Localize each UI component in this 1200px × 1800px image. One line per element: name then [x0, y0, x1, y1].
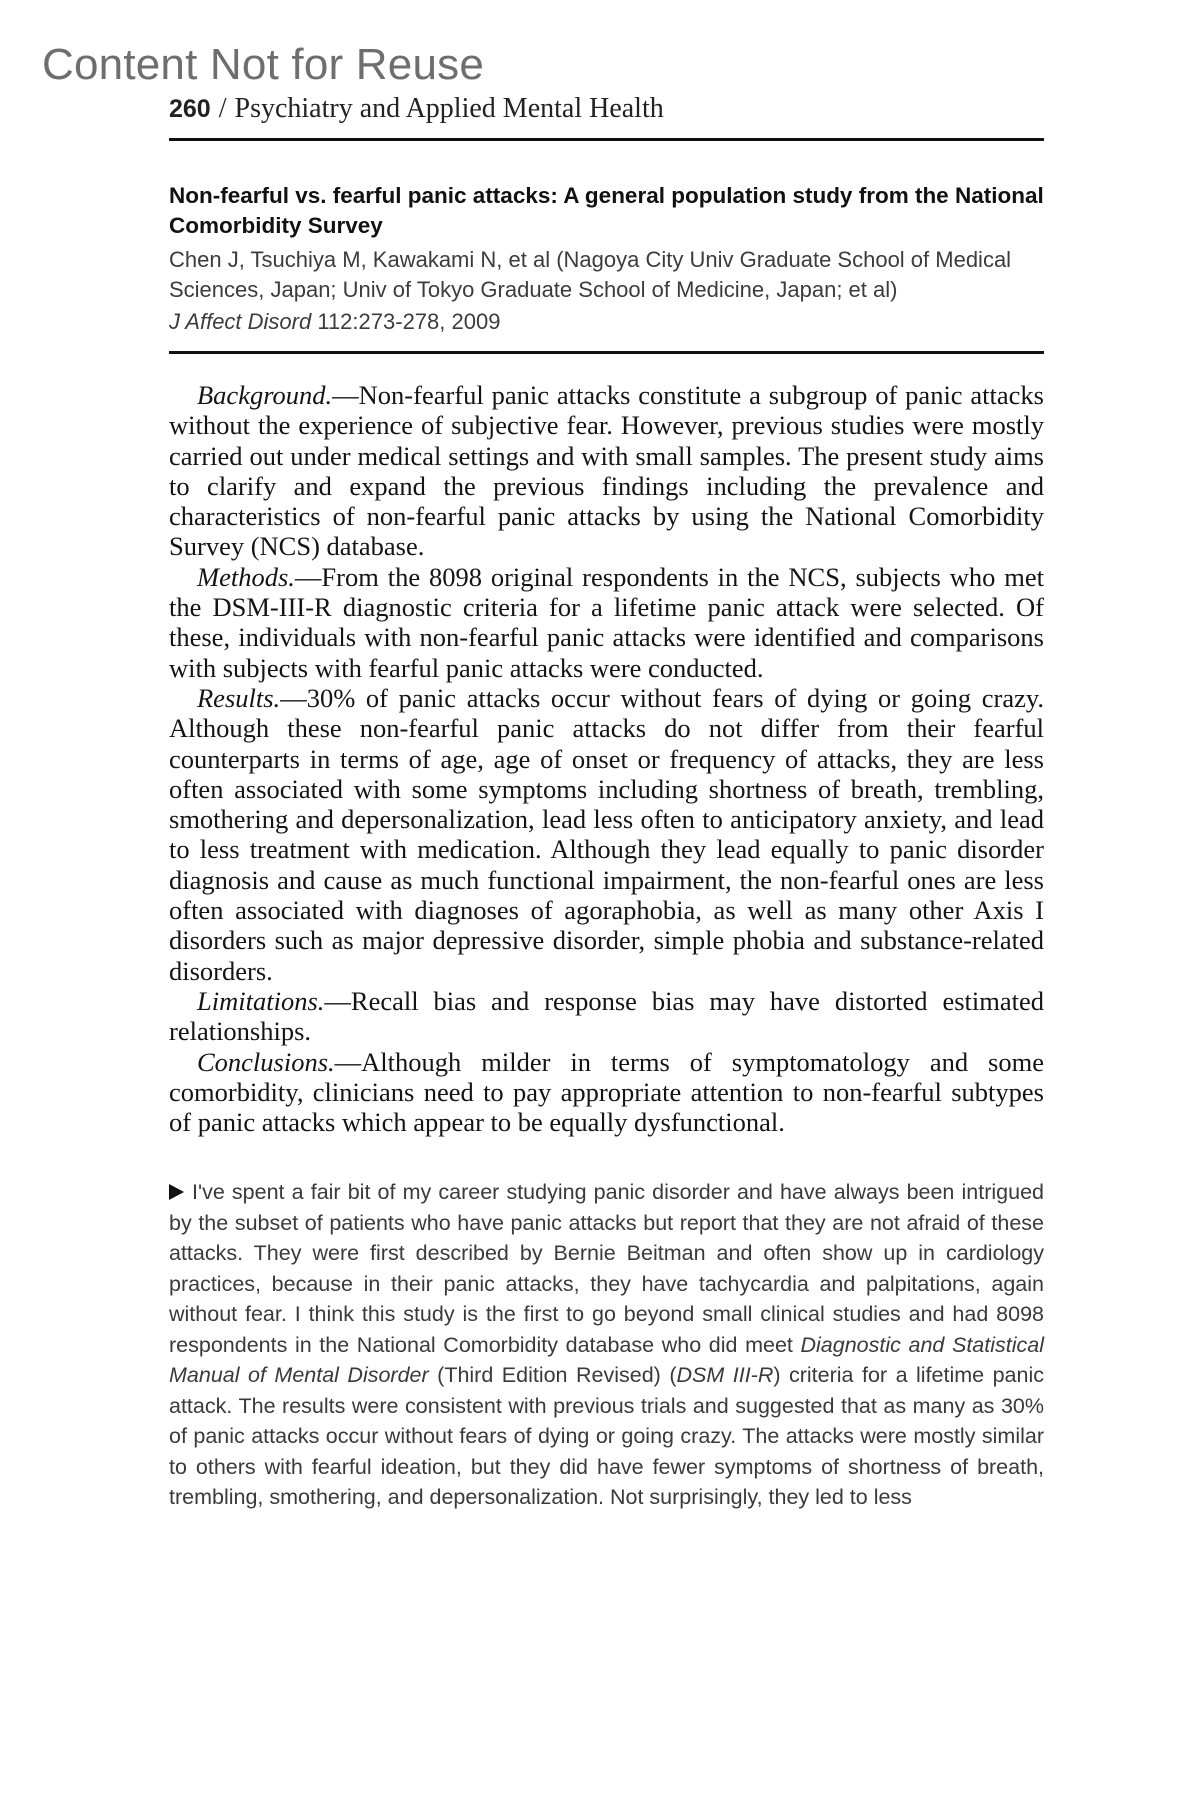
citation-journal: J Affect Disord [169, 309, 312, 334]
results-text: —30% of panic attacks occur without fears of dying or going crazy. Although these non-fearful panic attacks do not differ from their fearful counterparts in terms of age, age of onset or frequency of attacks, they are less often associated with some symptoms including shortness of breath, trembling, smothering and depersonalization, lead less often to anticipatory anxiety, and lead to less treatment with medication. Although they lead equally to panic disorder diagnosis and cause as much functional impairment, the non-fearful ones are less often associated with diagnoses of agoraphobia, as well as many other Axis I disorders such as major depressive disorder, simple phobia and substance-related disorders. [169, 682, 1044, 986]
conclusions-heading: Conclusions. [197, 1046, 335, 1077]
results-heading: Results. [197, 682, 281, 713]
article-authors: Chen J, Tsuchiya M, Kawakami N, et al (Nagoya City Univ Graduate School of Medical Sciences, Japan; Univ of Tokyo Graduate School of Medicine, Japan; et al) [169, 247, 1012, 302]
abstract-methods [169, 562, 1044, 683]
running-head [169, 88, 1044, 130]
abstract [169, 380, 1044, 1137]
limitations-heading: Limitations. [197, 985, 325, 1016]
conclusions-text: —Although milder in terms of symptomatology and some comorbidity, clinicians need to pay appropriate attention to non-fearful subtypes of panic attacks which appear to be equally dysfunctional. [169, 1046, 1044, 1138]
play-arrow-icon [169, 1184, 184, 1200]
limitations-text: —Recall bias and response bias may have distorted estimated relationships. [169, 985, 1044, 1047]
abstract-results [169, 683, 1044, 986]
background-text: —Non-fearful panic attacks constitute a subgroup of panic attacks without the experience of subjective fear. However, previous studies were mostly carried out under medical settings and with small samples. The present study aims to clarify and expand the previous findings including the prevalence and characteristics of non-fearful panic attacks by using the National Comorbidity Survey (NCS) database. [169, 380, 1044, 562]
citation-details: 112:273-278, 2009 [311, 309, 501, 334]
article-header [169, 141, 1044, 351]
commentary [169, 1177, 1044, 1513]
commentary-text-part2: (Third Edition Revised) ( [428, 1363, 677, 1388]
journal-title: Psychiatry and Applied Mental Health [234, 93, 664, 124]
article-title: Non-fearful vs. fearful panic attacks: A general population study from the National Comorbidity Survey [169, 183, 1044, 238]
page-number: 260 [169, 95, 211, 123]
abstract-limitations [169, 986, 1044, 1047]
abstract-background [169, 380, 1044, 562]
commentary-manual-title: Diagnostic and Statistical Manual of Mental Disorder [169, 1332, 1044, 1388]
running-head-separator: / [218, 93, 227, 124]
article-header-rule [169, 351, 1044, 354]
page-content [169, 88, 1044, 1513]
commentary-manual-abbrev: DSM III-R [676, 1363, 774, 1388]
background-heading: Background. [197, 380, 333, 410]
article-citation [169, 307, 1044, 337]
abstract-conclusions [169, 1047, 1044, 1138]
methods-heading: Methods. [197, 561, 295, 592]
methods-text: —From the 8098 original respondents in the NCS, subjects who met the DSM-III-R diagnostic criteria for a lifetime panic attack were selected. Of these, individuals with non-fearful panic attacks were identified and comparisons with subjects with fearful panic attacks were conducted. [169, 561, 1044, 683]
commentary-text-part1: I've spent a fair bit of my career studying panic disorder and have always been intrigued by the subset of patients who have panic attacks but report that they are not afraid of these attacks. They were first described by Bernie Beitman and often show up in cardiology practices, because in their panic attacks, they have tachycardia and palpitations, again without fear. I think this study is the first to go beyond small clinical studies and had 8098 respondents in the National Comorbidity database who did meet [169, 1180, 1044, 1357]
commentary-text-part3: ) criteria for a lifetime panic attack. The results were consistent with previous trials and suggested that as many as 30% of panic attacks occur without fears of dying or going crazy. The attacks were mostly similar to others with fearful ideation, but they did have fewer symptoms of shortness of breath, trembling, smothering, and depersonalization. Not surprisingly, they led to less [169, 1363, 1044, 1510]
watermark: Content Not for Reuse [42, 40, 484, 89]
